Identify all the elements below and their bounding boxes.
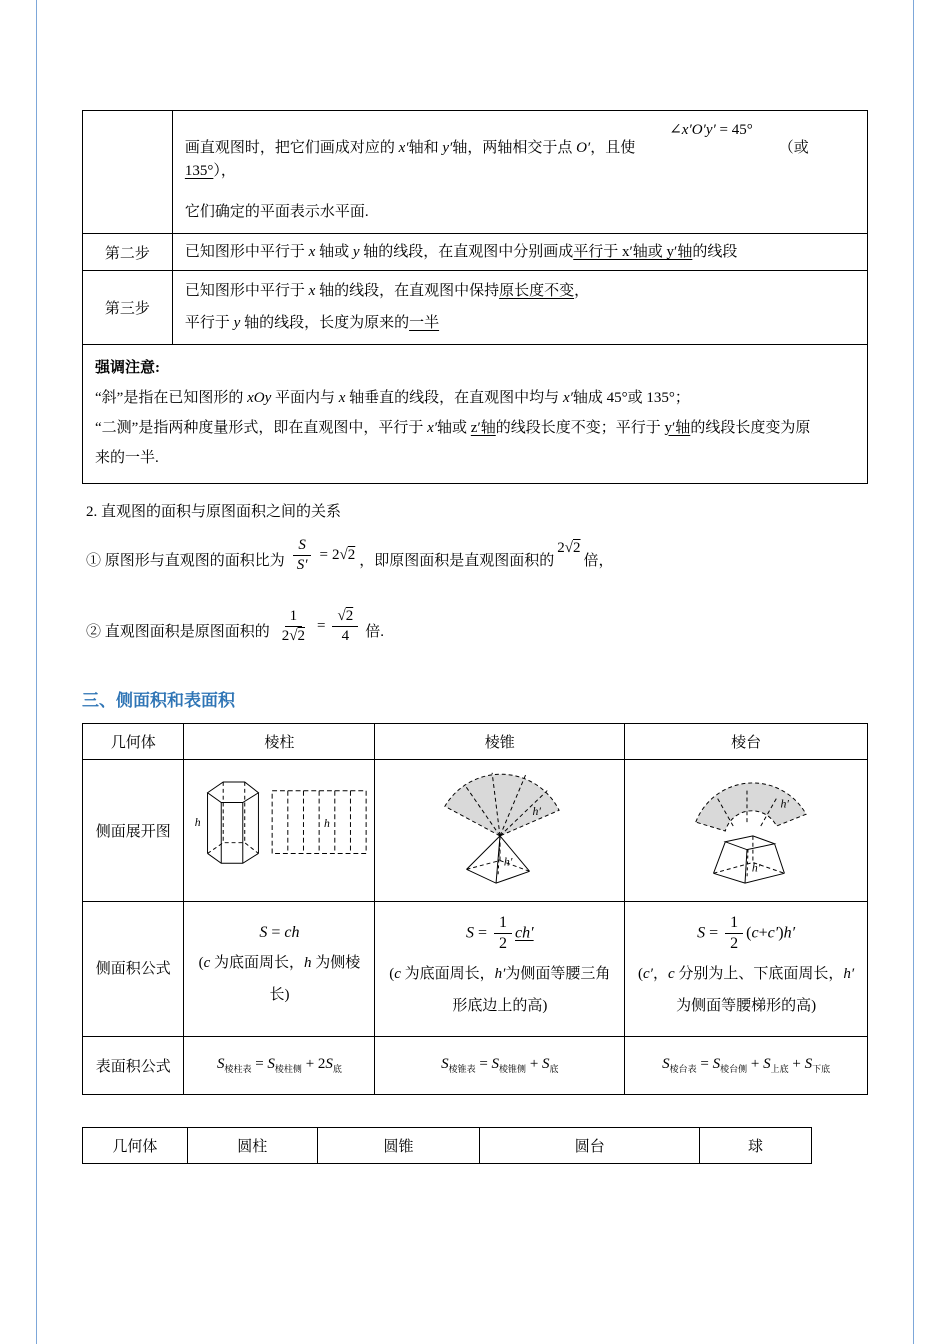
step2-content-cell xyxy=(172,234,867,271)
step3-label: 第三步 xyxy=(83,271,173,345)
step3-line1: 已知图形中平行于 x 轴的线段，在直观图中保持原长度不变， xyxy=(184,283,590,299)
pyramid-slant-label: h′ xyxy=(503,853,513,868)
prism-surface-cell xyxy=(184,1037,375,1095)
frustum-net-cell xyxy=(625,759,868,901)
frustum-lateral-note: (c′，c 分别为上、下底面周长，h′为侧面等腰梯形的高) xyxy=(638,966,855,1014)
step-row-2 xyxy=(83,234,868,271)
frustum-lateral-cell xyxy=(625,901,868,1037)
item1-multiplier: 2√2 xyxy=(557,539,581,556)
pyramid-surface-cell xyxy=(375,1037,625,1095)
step1-text-pre: 画直观图时，把它们画成对应的 x′轴和 y′轴，两轴相交于点 O′，且使 xyxy=(184,140,636,156)
pyramid-surface-formula: $S_{棱锥表} = S_{棱锥侧} + S_底$ xyxy=(441,1056,559,1075)
result-fraction: $\frac{√2}{4}$ xyxy=(332,608,358,646)
step1-text-tail: （或 135°）， xyxy=(184,140,809,179)
item2-pre-text: ② 直观图面积是原图面积的 xyxy=(86,624,270,641)
prism-lateral-note: (c 为底面周长，h 为侧棱长) xyxy=(198,955,361,1003)
step1-content-cell xyxy=(172,111,867,234)
surface-formula-row xyxy=(83,1037,868,1095)
prism-lateral-cell xyxy=(184,901,375,1037)
half-fraction: $\frac{1}{2}$ xyxy=(494,914,512,954)
half-fraction: $\frac{1}{2}$ xyxy=(725,914,743,954)
prism-net-height-label: h xyxy=(324,816,331,830)
round-header-sphere: 球 xyxy=(700,1128,812,1164)
header-prism: 棱柱 xyxy=(184,723,375,759)
pyramid-lateral-formula: S = $\frac{1}{2}$ ch′ xyxy=(465,913,534,952)
item2-tail-text: 倍. xyxy=(365,624,384,641)
section3-heading: 三、侧面积和表面积 xyxy=(82,690,235,710)
step-row-3 xyxy=(83,271,868,345)
area-ratio-item1 xyxy=(86,536,868,581)
step1-line2: 它们确定的平面表示水平面. xyxy=(184,204,369,220)
rowlabel-lateral: 侧面积公式 xyxy=(83,901,184,1037)
round-header-geometry: 几何体 xyxy=(83,1128,188,1164)
note-line2: “二测”是指两种度量形式，即在直观图中，平行于 x′轴或 z′轴的线段长度不变；平行于 y′轴的线段长度变为原 xyxy=(95,419,811,436)
header-frustum: 棱台 xyxy=(625,723,868,759)
lateral-formula-row xyxy=(83,901,868,1037)
angle-formula: ∠x′O′y′ = 45° xyxy=(669,122,753,138)
rowlabel-net: 侧面展开图 xyxy=(83,759,184,901)
header-geometry: 几何体 xyxy=(83,723,184,759)
round-header-cylinder: 圆柱 xyxy=(187,1128,317,1164)
note-line1: “斜”是指在已知图形的 xOy 平面内与 x 轴垂直的线段，在直观图中均与 x′轴成 45°或 135°； xyxy=(95,389,690,406)
inverse-fraction: $\frac{1}{2√2}$ xyxy=(281,608,305,645)
header-pyramid: 棱锥 xyxy=(375,723,625,759)
rowlabel-surface: 表面积公式 xyxy=(83,1037,184,1095)
area-ratio-item2 xyxy=(86,608,868,652)
frustum-fan-slant-label: h′ xyxy=(780,795,790,810)
prism-net-cell xyxy=(184,759,375,901)
pyramid-net-cell xyxy=(375,759,625,901)
round-solids-table xyxy=(82,1127,812,1164)
item1-pre-text: ① 原图形与直观图的面积比为 xyxy=(86,552,285,569)
pyramid-fan-slant-label: h′ xyxy=(532,803,541,818)
frustum-lateral-formula: S = $\frac{1}{2}$ (c+c′)h′ xyxy=(697,913,796,952)
solid-table-header-row xyxy=(83,723,868,759)
oblique-drawing-steps-table xyxy=(82,110,868,484)
net-diagram-row xyxy=(83,759,868,901)
step3-content-cell xyxy=(172,271,867,345)
prism-height-label: h xyxy=(195,815,202,829)
prism-lateral-formula: S = ch xyxy=(259,924,300,942)
ratio-value: 2√2 xyxy=(332,546,356,563)
page-border-right xyxy=(913,0,914,1344)
item2-equation: $\frac{1}{2√2}$ = $\frac{√2}{4}$ xyxy=(274,608,361,646)
note-row xyxy=(83,344,868,483)
round-header-frustum: 圆台 xyxy=(480,1128,700,1164)
pyramid-lateral-note: (c 为底面周长，h′为侧面等腰三角形底边上的高) xyxy=(389,966,611,1014)
step1-line1 xyxy=(184,122,857,182)
ratio-fraction: $\frac{S}{S'}$ xyxy=(292,537,313,575)
prism-surface-formula: $S_{棱柱表} = S_{棱柱侧} + 2S_底$ xyxy=(216,1056,342,1075)
area-section-heading: 2. 直观图的面积与原图面积之间的关系 xyxy=(86,503,342,520)
lateral-surface-table xyxy=(82,723,868,1096)
note-line3: 来的一半. xyxy=(95,449,159,466)
step3-line2: 平行于 y 轴的线段，长度为原来的一半 xyxy=(184,315,440,332)
round-table-header-row xyxy=(83,1128,812,1164)
item1-equation: $\frac{S}{S'}$ = 2√2 xyxy=(289,537,355,575)
frustum-net-diagram xyxy=(629,763,863,893)
step-row-1 xyxy=(83,111,868,234)
frustum-slant-label: h′ xyxy=(752,859,761,874)
frustum-surface-cell xyxy=(625,1037,868,1095)
emphasis-note-cell xyxy=(83,344,868,483)
round-header-cone: 圆锥 xyxy=(317,1128,480,1164)
document-content xyxy=(82,110,868,1164)
page-border-left xyxy=(36,0,37,1344)
pyramid-lateral-cell xyxy=(375,901,625,1037)
item1-tail-text: 倍， xyxy=(583,552,614,569)
note-title: 强调注意: xyxy=(95,359,160,376)
item1-post-text: ，即原图面积是直观图面积的 xyxy=(359,552,555,569)
step1-label-cell xyxy=(83,111,173,234)
step2-label: 第二步 xyxy=(83,234,173,271)
frustum-surface-formula: $S_{棱台表} = S_{棱台侧} + S_{上底} + S_{下底}$ xyxy=(662,1056,831,1075)
prism-net-diagram xyxy=(186,763,372,893)
pyramid-net-diagram xyxy=(380,763,620,893)
step2-text: 已知图形中平行于 x 轴或 y 轴的线段，在直观图中分别画成平行于 x′轴或 y′轴的线段 xyxy=(184,244,738,260)
